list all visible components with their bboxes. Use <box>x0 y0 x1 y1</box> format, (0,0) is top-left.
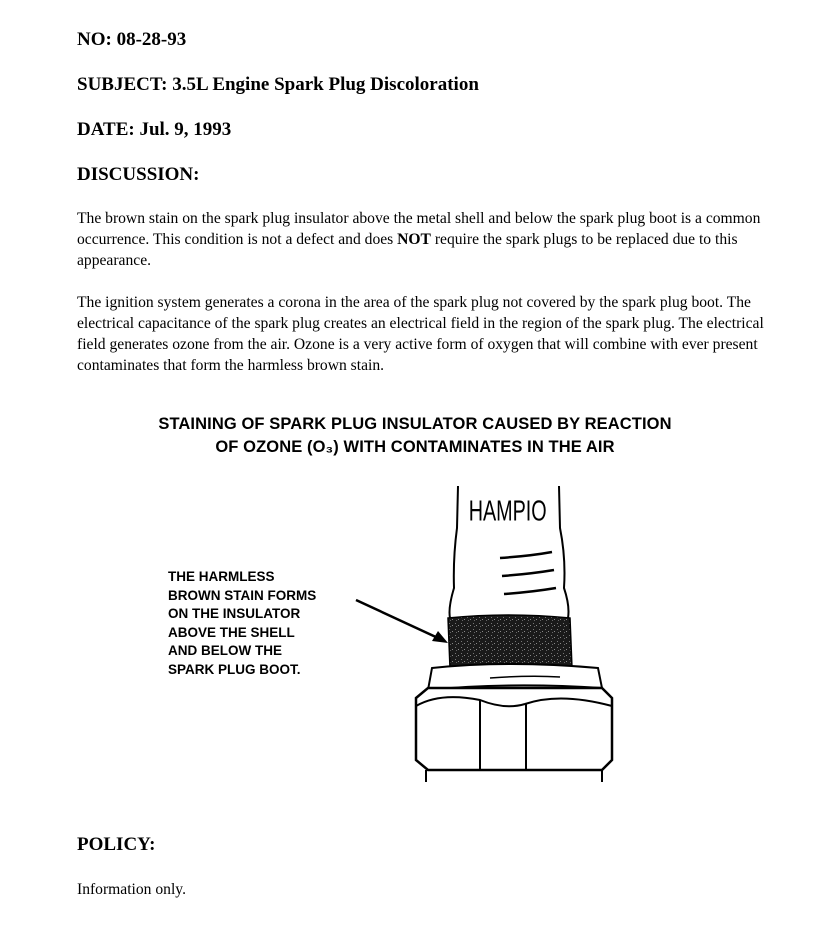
callout-line: AND BELOW THE <box>168 643 282 658</box>
brown-stain-band <box>448 615 572 671</box>
callout-line: ON THE INSULATOR <box>168 606 301 621</box>
paragraph-1-text-b: require the spark plugs to be replaced due to this appearance. <box>77 231 738 269</box>
discussion-paragraph-1 <box>77 208 787 271</box>
bulletin-date: DATE: Jul. 9, 1993 <box>77 119 232 140</box>
callout-line: BROWN STAIN FORMS <box>168 587 317 603</box>
insulator-brand-text: HAMPIO <box>468 496 547 528</box>
policy-heading: POLICY: <box>77 834 156 855</box>
spark-plug-illustration <box>340 478 620 788</box>
callout-line: SPARK PLUG BOOT. <box>168 661 301 677</box>
bulletin-subject: SUBJECT: 3.5L Engine Spark Plug Discoloration <box>77 74 479 95</box>
callout-line: ABOVE THE SHELL <box>168 624 295 640</box>
paragraph-1-text-a: The brown stain on the spark plug insulator above the metal shell and below the spark plug boot is a common occurrence. This condition is not a defect and does <box>77 210 761 248</box>
paragraph-1-emphasis: NOT <box>397 231 431 248</box>
bulletin-number: NO: 08-28-93 <box>77 29 187 50</box>
callout-line: THE HARMLESS <box>168 569 275 584</box>
figure-title-line-1: STAINING OF SPARK PLUG INSULATOR CAUSED BY REACTION <box>158 415 672 433</box>
callout-arrow-line <box>356 600 438 638</box>
figure-title <box>100 413 730 459</box>
shell-base <box>426 770 602 782</box>
policy-text: Information only. <box>77 881 186 898</box>
figure-title-line-2: OF OZONE (O₃) WITH CONTAMINATES IN THE AIR <box>215 438 615 456</box>
figure-callout <box>168 568 316 679</box>
discussion-heading: DISCUSSION: <box>77 164 200 185</box>
discussion-paragraph-2: The ignition system generates a corona in the area of the spark plug not covered by the spark plug boot. The electrical capacitance of the spark plug creates an electrical field in the region of the spark plug. The electrical field generates ozone from the air. Ozone is a very active form of oxygen that will combine with ever present contaminates that form the harmless brown stain. <box>77 294 764 374</box>
